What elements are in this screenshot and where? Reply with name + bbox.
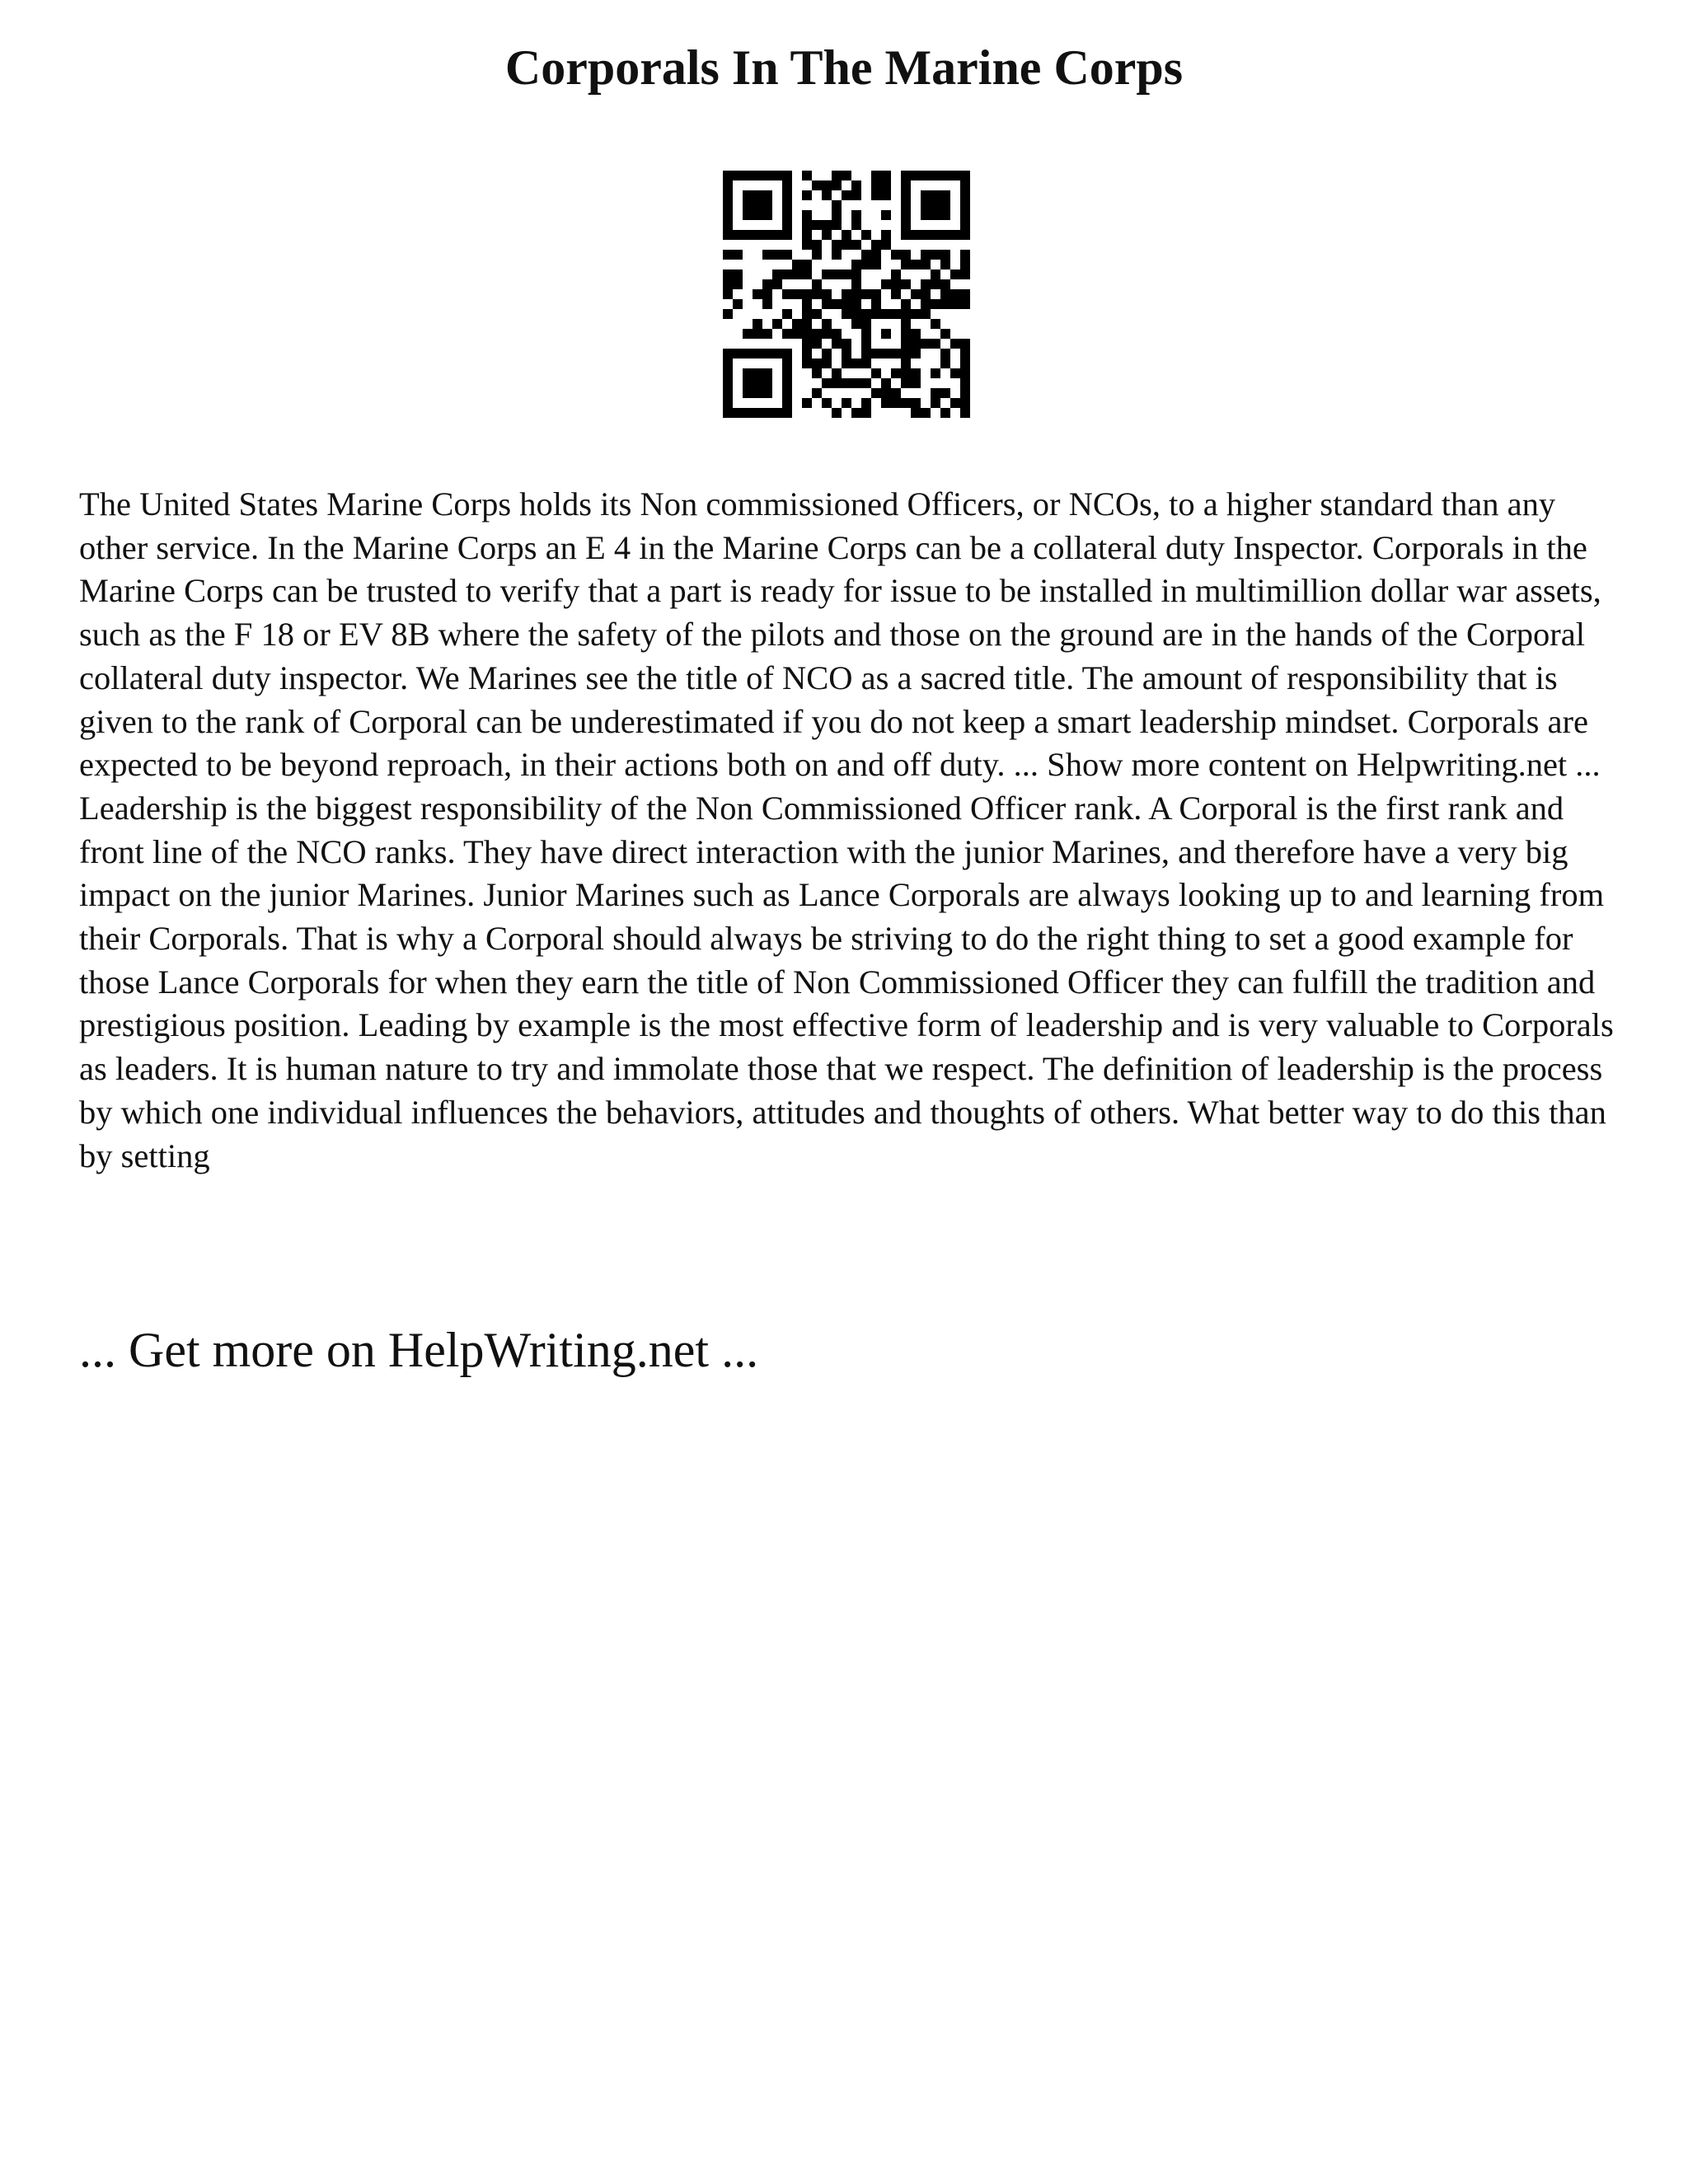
page-title: Corporals In The Marine Corps: [504, 40, 1184, 95]
get-more-link[interactable]: ... Get more on HelpWriting.net ...: [79, 1323, 759, 1377]
qr-code-icon: [723, 171, 970, 418]
body-paragraph: The United States Marine Corps holds its Non commissioned Officers, or NCOs, to a higher standard than any other service. In the Marine Corps an E 4 in the Marine Corps can be a collateral duty Inspector. Corporals in the Marine Corps can be trusted to verify that a part is ready for issue to be installed in multimillion dollar war assets, such as the F 18 or EV 8B where the safety of the pilots and those on the ground are in the hands of the Corporal collateral duty inspector. We Marines see the title of NCO as a sacred title. The amount of responsibility that is given to the rank of Corporal can be underestimated if you do not keep a smart leadership mindset. Corporals are expected to be beyond reproach, in their actions both on and off duty. ... Show more content on Helpwriting.net ... Leadership is the biggest responsibility of the Non Commissioned Officer rank. A Corporal is the first rank and front line of the NCO ranks. They have direct interaction with the junior Marines, and therefore have a very big impact on the junior Marines. Junior Marines such as Lance Corporals are always looking up to and learning from their Corporals. That is why a Corporal should always be striving to do the right thing to set a good example for those Lance Corporals for when they earn the title of Non Commissioned Officer they can fulfill the tradition and prestigious position. Leading by example is the most effective form of leadership and is very valuable to Corporals as leaders. It is human nature to try and immolate those that we respect. The definition of leadership is the process by which one individual influences the behaviors, attitudes and thoughts of others. What better way to do this than by setting: [79, 485, 1614, 1174]
